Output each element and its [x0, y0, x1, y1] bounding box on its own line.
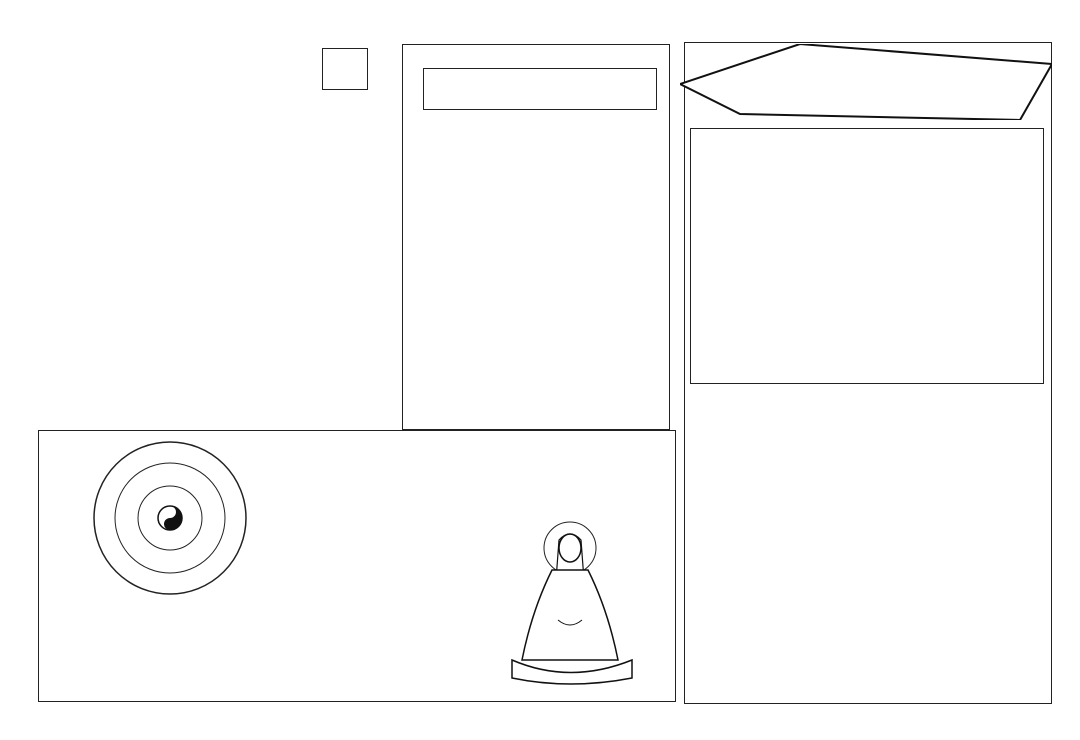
star-grid	[688, 405, 1044, 701]
left-brand-strip	[2, 26, 22, 708]
stamp	[322, 48, 368, 90]
tieban-text-box	[690, 128, 1044, 384]
poem-box-title	[423, 68, 657, 110]
bagua-wheel	[90, 438, 250, 598]
right-brand-strip	[1058, 26, 1078, 708]
buddha-figure-icon	[492, 510, 652, 690]
tieban-banner-icon	[680, 44, 1052, 120]
bottom-brand-strip	[0, 708, 1080, 732]
page-title	[440, 6, 660, 36]
